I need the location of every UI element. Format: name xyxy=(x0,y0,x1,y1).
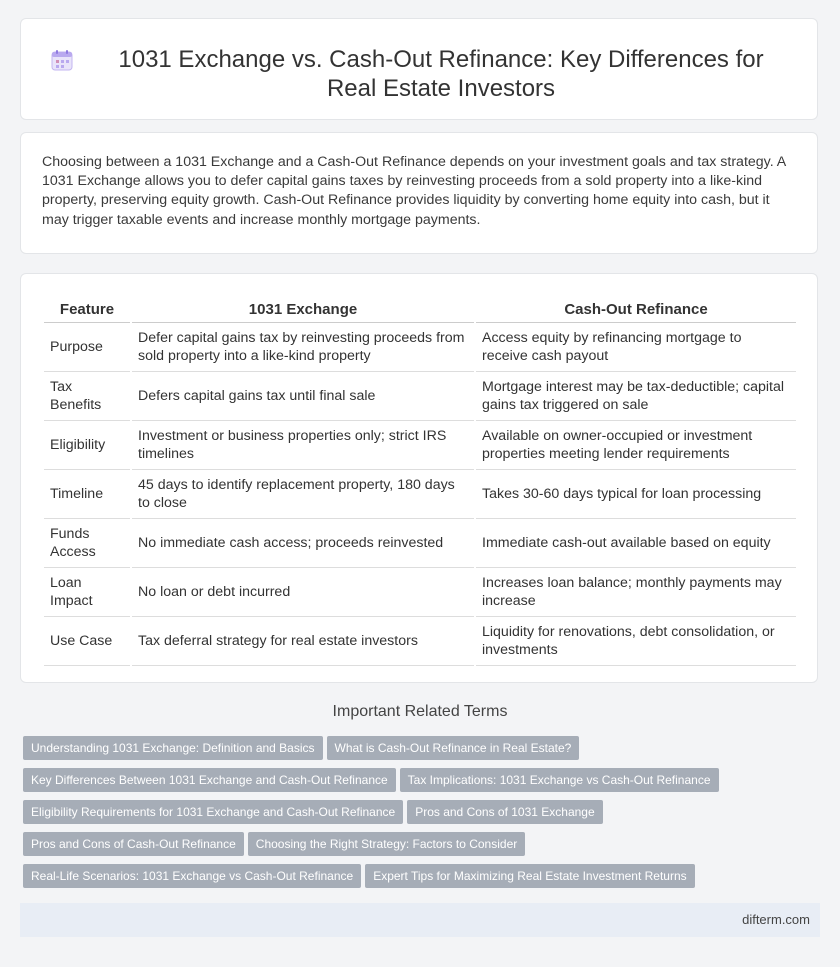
header-feature: Feature xyxy=(44,295,130,323)
related-term-link[interactable]: Tax Implications: 1031 Exchange vs Cash-Out Refinance xyxy=(400,768,719,792)
comparison-table-card xyxy=(20,273,818,683)
refinance-cell: Access equity by refinancing mortgage to receive cash payout xyxy=(476,323,796,372)
exchange-cell: Defer capital gains tax by reinvesting proceeds from sold property into a like-kind property xyxy=(132,323,474,372)
feature-cell: Timeline xyxy=(44,470,130,519)
refinance-cell: Takes 30-60 days typical for loan processing xyxy=(476,470,796,519)
exchange-cell: No immediate cash access; proceeds reinvested xyxy=(132,519,474,568)
related-term-link[interactable]: Expert Tips for Maximizing Real Estate Investment Returns xyxy=(365,864,694,888)
related-term-link[interactable]: Pros and Cons of Cash-Out Refinance xyxy=(23,832,244,856)
refinance-cell: Liquidity for renovations, debt consolidation, or investments xyxy=(476,617,796,666)
table-row xyxy=(44,372,796,421)
refinance-cell: Available on owner-occupied or investment properties meeting lender requirements xyxy=(476,421,796,470)
refinance-cell: Increases loan balance; monthly payments may increase xyxy=(476,568,796,617)
comparison-table xyxy=(42,295,798,666)
feature-cell: Use Case xyxy=(44,617,130,666)
related-term-link[interactable]: Eligibility Requirements for 1031 Exchange and Cash-Out Refinance xyxy=(23,800,403,824)
feature-cell: Eligibility xyxy=(44,421,130,470)
intro-paragraph: Choosing between a 1031 Exchange and a Cash-Out Refinance depends on your investment goals and tax strategy. A 1031 Exchange allows you to defer capital gains taxes by reinvesting proceeds from a sold property into a like-kind property, preserving equity growth. Cash-Out Refinance provides liquidity by converting home equity into cash, but it may trigger taxable events and increase monthly mortgage payments. xyxy=(42,154,786,228)
related-term-link[interactable]: Understanding 1031 Exchange: Definition and Basics xyxy=(23,736,323,760)
table-row xyxy=(44,568,796,617)
feature-cell: Tax Benefits xyxy=(44,372,130,421)
header-cash-out-refinance: Cash-Out Refinance xyxy=(476,295,796,323)
footer xyxy=(20,903,820,937)
exchange-cell: 45 days to identify replacement property, 180 days to close xyxy=(132,470,474,519)
related-terms-title: Important Related Terms xyxy=(332,703,508,720)
table-header-row xyxy=(44,295,796,323)
header-card xyxy=(20,18,818,120)
feature-cell: Funds Access xyxy=(44,519,130,568)
related-term-link[interactable]: Key Differences Between 1031 Exchange and Cash-Out Refinance xyxy=(23,768,396,792)
refinance-cell: Immediate cash-out available based on equity xyxy=(476,519,796,568)
table-row xyxy=(44,470,796,519)
refinance-cell: Mortgage interest may be tax-deductible; capital gains tax triggered on sale xyxy=(476,372,796,421)
related-term-link[interactable]: What is Cash-Out Refinance in Real Estate? xyxy=(327,736,580,760)
related-terms-list xyxy=(23,736,813,896)
exchange-cell: Defers capital gains tax until final sale xyxy=(132,372,474,421)
page-title: 1031 Exchange vs. Cash-Out Refinance: Key Differences for Real Estate Investors xyxy=(118,46,764,102)
feature-cell: Loan Impact xyxy=(44,568,130,617)
exchange-cell: Tax deferral strategy for real estate investors xyxy=(132,617,474,666)
related-term-link[interactable]: Choosing the Right Strategy: Factors to Consider xyxy=(248,832,525,856)
table-row xyxy=(44,617,796,666)
exchange-cell: Investment or business properties only; strict IRS timelines xyxy=(132,421,474,470)
calendar-icon xyxy=(51,49,73,71)
table-row xyxy=(44,519,796,568)
related-term-link[interactable]: Real-Life Scenarios: 1031 Exchange vs Cash-Out Refinance xyxy=(23,864,361,888)
table-row xyxy=(44,323,796,372)
related-term-link[interactable]: Pros and Cons of 1031 Exchange xyxy=(407,800,602,824)
footer-site-link[interactable]: difterm.com xyxy=(742,912,810,927)
feature-cell: Purpose xyxy=(44,323,130,372)
table-row xyxy=(44,421,796,470)
header-1031-exchange: 1031 Exchange xyxy=(132,295,474,323)
exchange-cell: No loan or debt incurred xyxy=(132,568,474,617)
intro-card xyxy=(20,132,818,254)
